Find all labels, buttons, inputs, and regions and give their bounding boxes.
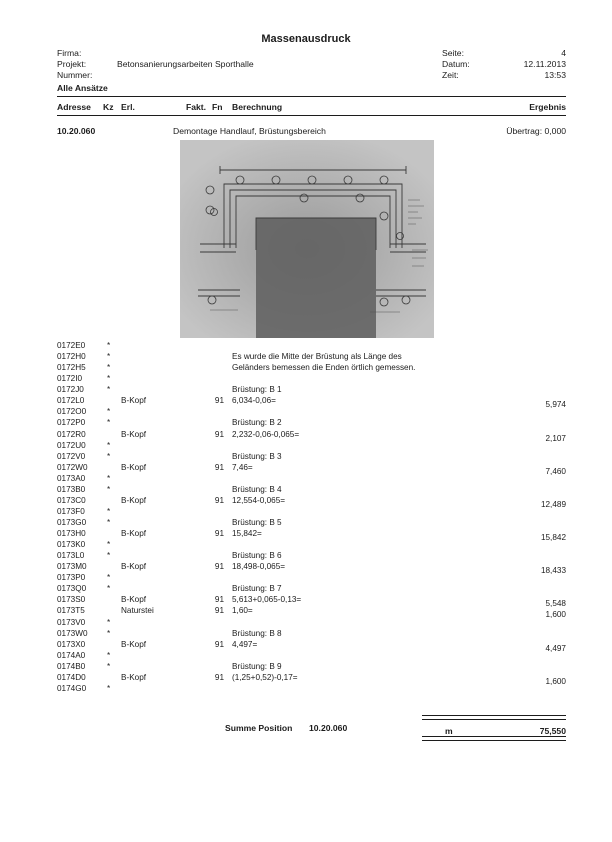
table-row	[0, 374, 612, 385]
column-header-erl: Erl.	[121, 102, 135, 112]
table-row	[0, 352, 612, 363]
summe-position-label: Summe Position	[225, 723, 293, 733]
row-erl: B-Kopf	[121, 396, 147, 406]
row-berechnung: 12,554-0,065=	[232, 495, 286, 505]
table-row	[0, 496, 612, 507]
row-berechnung: 4,497=	[232, 639, 258, 649]
row-address: 0172H0	[57, 352, 86, 362]
row-fn: 91	[214, 595, 224, 605]
row-berechnung: 5,613+0,065-0,13=	[232, 595, 302, 605]
table-row	[0, 452, 612, 463]
column-header-adresse: Adresse	[57, 102, 91, 112]
row-address: 0172U0	[57, 440, 86, 450]
row-fn: 91	[214, 429, 224, 439]
row-address: 0173H0	[57, 529, 86, 538]
row-address: 0173S0	[57, 595, 86, 605]
datum-label: Datum:	[442, 59, 470, 69]
row-marker: *	[107, 628, 111, 638]
table-row	[0, 385, 612, 396]
table-row	[0, 606, 612, 620]
row-address: 0174D0	[57, 672, 86, 682]
row-address: 0172W0	[57, 462, 88, 472]
position-number: 10.20.060	[57, 126, 96, 136]
row-erl: B-Kopf	[121, 462, 147, 472]
row-berechnung: Geländers bemessen die Enden örtlich gemessen.	[232, 363, 416, 373]
table-row	[0, 485, 612, 496]
row-berechnung: 6,034-0,06=	[232, 396, 276, 406]
table-row	[0, 418, 612, 429]
plan-drawing-sketch	[180, 140, 434, 338]
projekt-label: Projekt:	[57, 59, 87, 69]
row-erl: B-Kopf	[121, 495, 147, 505]
row-marker: *	[107, 484, 111, 494]
summary-total: 75,550	[539, 726, 566, 736]
row-address: 0172L0	[57, 396, 85, 406]
row-marker: *	[107, 540, 111, 550]
row-berechnung: Es wurde die Mitte der Brüstung als Länge des	[232, 352, 402, 362]
row-erl: B-Kopf	[121, 595, 147, 605]
row-address: 0174A0	[57, 650, 86, 660]
row-berechnung: 1,60=	[232, 606, 253, 616]
row-marker: *	[107, 551, 111, 561]
row-marker: *	[107, 506, 111, 516]
row-berechnung: Brüstung: B 9	[232, 661, 282, 671]
row-address: 0173A0	[57, 473, 86, 483]
row-address: 0174G0	[57, 683, 87, 693]
row-fn: 91	[214, 396, 224, 406]
table-row	[0, 629, 612, 640]
zeit-label: Zeit:	[442, 70, 459, 80]
row-address: 0172V0	[57, 451, 86, 461]
row-fn: 91	[214, 606, 224, 616]
summary-top-double-rule	[422, 715, 566, 720]
row-marker: *	[107, 683, 111, 693]
row-berechnung: 18,498-0,065=	[232, 562, 286, 572]
row-berechnung: Brüstung: B 2	[232, 418, 282, 428]
table-row	[0, 529, 612, 540]
document-title: Massenausdruck	[261, 33, 351, 45]
row-ergebnis: 18,433	[540, 566, 566, 576]
row-ergebnis: 5,974	[545, 400, 566, 410]
column-header-berechnung: Berechnung	[232, 102, 283, 112]
row-ergebnis: 1,600	[545, 676, 566, 686]
row-ergebnis: 15,842	[540, 533, 566, 542]
table-row	[0, 407, 612, 418]
row-fn: 91	[214, 529, 224, 538]
summary-unit: m	[445, 726, 453, 736]
table-row	[0, 684, 612, 695]
row-berechnung: Brüstung: B 3	[232, 451, 282, 461]
row-address: 0172H5	[57, 363, 86, 373]
row-address: 0172R0	[57, 429, 86, 439]
row-address: 0173P0	[57, 573, 86, 583]
header-bottom-rule	[57, 115, 566, 116]
row-address: 0173X0	[57, 639, 86, 649]
row-berechnung: Brüstung: B 4	[232, 484, 282, 494]
table-row	[0, 396, 612, 410]
seite-value: 4	[561, 48, 566, 58]
plan-drawing-image	[180, 140, 434, 338]
row-berechnung: 2,232-0,06-0,065=	[232, 429, 300, 439]
row-marker: *	[107, 473, 111, 483]
row-berechnung: Brüstung: B 5	[232, 518, 282, 527]
row-marker: *	[107, 363, 111, 373]
table-row	[0, 595, 612, 609]
row-address: 0173Q0	[57, 584, 87, 594]
seite-label: Seite:	[442, 48, 464, 58]
row-marker: *	[107, 573, 111, 583]
row-berechnung: 7,46=	[232, 462, 253, 472]
column-header-kz: Kz	[103, 102, 114, 112]
table-row	[0, 474, 612, 485]
row-address: 0173F0	[57, 506, 85, 516]
table-row	[0, 507, 612, 518]
row-address: 0173W0	[57, 628, 88, 638]
table-row	[0, 463, 612, 474]
row-marker: *	[107, 661, 111, 671]
row-berechnung: 15,842=	[232, 529, 262, 538]
row-ergebnis: 4,497	[545, 643, 566, 653]
uebertrag-value: Übertrag: 0,000	[506, 126, 566, 136]
column-header-ergebnis: Ergebnis	[529, 102, 566, 112]
row-address: 0174B0	[57, 661, 86, 671]
row-address: 0173T5	[57, 606, 85, 616]
row-address: 0172I0	[57, 374, 83, 384]
row-address: 0173B0	[57, 484, 86, 494]
row-address: 0173V0	[57, 617, 86, 627]
row-fn: 91	[214, 639, 224, 649]
table-row	[0, 651, 612, 662]
header-top-rule	[57, 96, 566, 97]
datum-value: 12.11.2013	[523, 59, 566, 69]
nummer-label: Nummer:	[57, 70, 93, 80]
row-ergebnis: 5,548	[545, 599, 566, 609]
row-ergebnis: 1,600	[545, 610, 566, 620]
row-address: 0173K0	[57, 540, 86, 550]
row-erl: Naturstei	[121, 606, 154, 616]
row-berechnung: Brüstung: B 8	[232, 628, 282, 638]
row-marker: *	[107, 440, 111, 450]
row-fn: 91	[214, 462, 224, 472]
table-row	[0, 540, 612, 551]
row-address: 0172J0	[57, 385, 84, 395]
table-row	[0, 551, 612, 562]
row-address: 0172E0	[57, 341, 86, 350]
table-row	[0, 518, 612, 529]
row-fn: 91	[214, 672, 224, 682]
column-header-fn: Fn	[212, 102, 223, 112]
table-row	[0, 662, 612, 673]
row-berechnung: Brüstung: B 7	[232, 584, 282, 594]
alle-ansaetze-label: Alle Ansätze	[57, 83, 108, 93]
row-address: 0173L0	[57, 551, 85, 561]
row-berechnung: Brüstung: B 6	[232, 551, 282, 561]
table-row	[0, 430, 612, 441]
table-row	[0, 618, 612, 629]
row-address: 0172O0	[57, 407, 87, 417]
row-address: 0173C0	[57, 495, 86, 505]
row-fn: 91	[214, 495, 224, 505]
table-row	[0, 640, 612, 651]
row-ergebnis: 12,489	[540, 499, 566, 509]
zeit-value: 13:53	[544, 70, 566, 80]
row-marker: *	[107, 374, 111, 384]
row-erl: B-Kopf	[121, 639, 147, 649]
projekt-value: Betonsanierungsarbeiten Sporthalle	[117, 59, 254, 69]
row-ergebnis: 7,460	[545, 466, 566, 476]
table-row	[0, 573, 612, 584]
row-erl: B-Kopf	[121, 672, 147, 682]
row-erl: B-Kopf	[121, 529, 147, 538]
row-ergebnis: 2,107	[545, 433, 566, 443]
table-row	[0, 441, 612, 452]
row-marker: *	[107, 352, 111, 362]
row-marker: *	[107, 650, 111, 660]
table-row	[0, 584, 612, 595]
row-marker: *	[107, 418, 111, 428]
row-marker: *	[107, 385, 111, 395]
row-berechnung: (1,25+0,52)-0,17=	[232, 672, 298, 682]
row-erl: B-Kopf	[121, 429, 147, 439]
table-row	[0, 341, 612, 352]
table-row	[0, 673, 612, 684]
row-marker: *	[107, 451, 111, 461]
row-fn: 91	[214, 562, 224, 572]
row-address: 0173M0	[57, 562, 87, 572]
column-header-fakt: Fakt.	[186, 102, 207, 112]
row-marker: *	[107, 341, 111, 350]
row-marker: *	[107, 584, 111, 594]
table-row	[0, 363, 612, 374]
summe-position-number: 10.20.060	[309, 723, 348, 733]
position-description: Demontage Handlauf, Brüstungsbereich	[173, 126, 326, 136]
row-berechnung: Brüstung: B 1	[232, 385, 282, 395]
row-marker: *	[107, 617, 111, 627]
row-address: 0172P0	[57, 418, 86, 428]
summary-bottom-double-rule	[422, 736, 566, 741]
row-address: 0173G0	[57, 518, 87, 527]
firma-label: Firma:	[57, 48, 82, 58]
row-marker: *	[107, 407, 111, 417]
row-marker: *	[107, 518, 111, 527]
row-erl: B-Kopf	[121, 562, 147, 572]
table-row	[0, 562, 612, 576]
